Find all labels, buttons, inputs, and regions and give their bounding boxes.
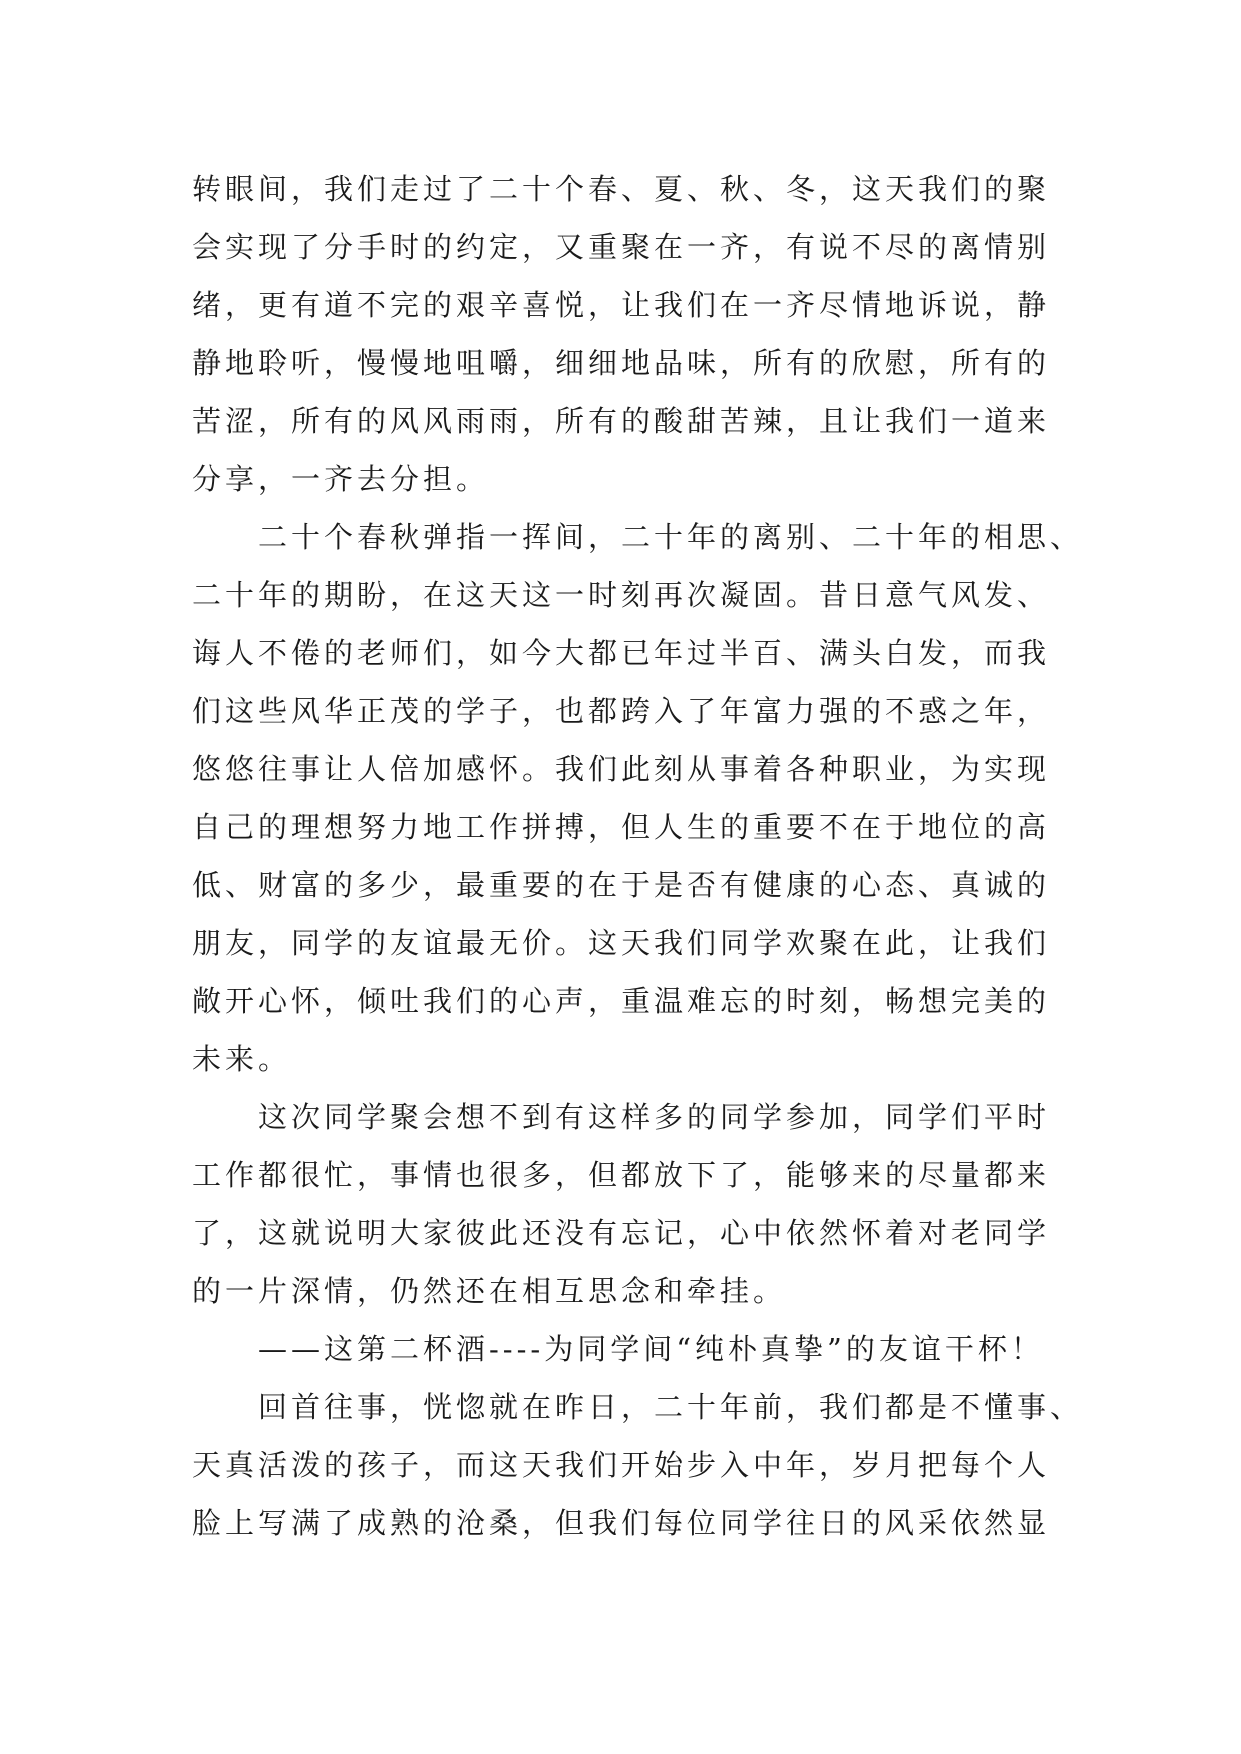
text-line: 未来。 <box>192 1042 292 1076</box>
text-line: 的一片深情，仍然还在相互思念和牵挂。 <box>192 1274 787 1308</box>
document-body <box>192 160 1084 1552</box>
text-line: 苦涩，所有的风风雨雨，所有的酸甜苦辣，且让我们一道来 <box>192 404 1051 438</box>
text-line: ——这第二杯酒----为同学间“纯朴真挚”的友谊干杯！ <box>192 1332 1044 1366</box>
text-line: 们这些风华正茂的学子，也都跨入了年富力强的不惑之年， <box>192 694 1051 728</box>
text-line: 回首往事，恍惚就在昨日，二十年前，我们都是不懂事、 <box>192 1390 1084 1424</box>
text-line: 会实现了分手时的约定，又重聚在一齐，有说不尽的离情别 <box>192 230 1051 264</box>
text-line: 二十个春秋弹指一挥间，二十年的离别、二十年的相思、 <box>192 520 1084 554</box>
text-line: 工作都很忙，事情也很多，但都放下了，能够来的尽量都来 <box>192 1158 1051 1192</box>
text-line: 绪，更有道不完的艰辛喜悦，让我们在一齐尽情地诉说，静 <box>192 288 1051 322</box>
text-line: 二十年的期盼，在这天这一时刻再次凝固。昔日意气风发、 <box>192 578 1051 612</box>
text-line: 这次同学聚会想不到有这样多的同学参加，同学们平时 <box>192 1100 1051 1134</box>
text-line: 敞开心怀，倾吐我们的心声，重温难忘的时刻，畅想完美的 <box>192 984 1051 1018</box>
text-line: 自己的理想努力地工作拼搏，但人生的重要不在于地位的高 <box>192 810 1051 844</box>
text-line: 静地聆听，慢慢地咀嚼，细细地品味，所有的欣慰，所有的 <box>192 346 1051 380</box>
text-line: 朋友，同学的友谊最无价。这天我们同学欢聚在此，让我们 <box>192 926 1051 960</box>
text-line: 悠悠往事让人倍加感怀。我们此刻从事着各种职业，为实现 <box>192 752 1051 786</box>
text-line: 天真活泼的孩子，而这天我们开始步入中年，岁月把每个人 <box>192 1448 1051 1482</box>
text-line: 分享，一齐去分担。 <box>192 462 490 496</box>
text-line: 转眼间，我们走过了二十个春、夏、秋、冬，这天我们的聚 <box>192 172 1051 206</box>
text-line: 脸上写满了成熟的沧桑，但我们每位同学往日的风采依然显 <box>192 1506 1051 1540</box>
text-line: 了，这就说明大家彼此还没有忘记，心中依然怀着对老同学 <box>192 1216 1051 1250</box>
text-line: 低、财富的多少，最重要的在于是否有健康的心态、真诚的 <box>192 868 1051 902</box>
text-line: 诲人不倦的老师们，如今大都已年过半百、满头白发，而我 <box>192 636 1051 670</box>
